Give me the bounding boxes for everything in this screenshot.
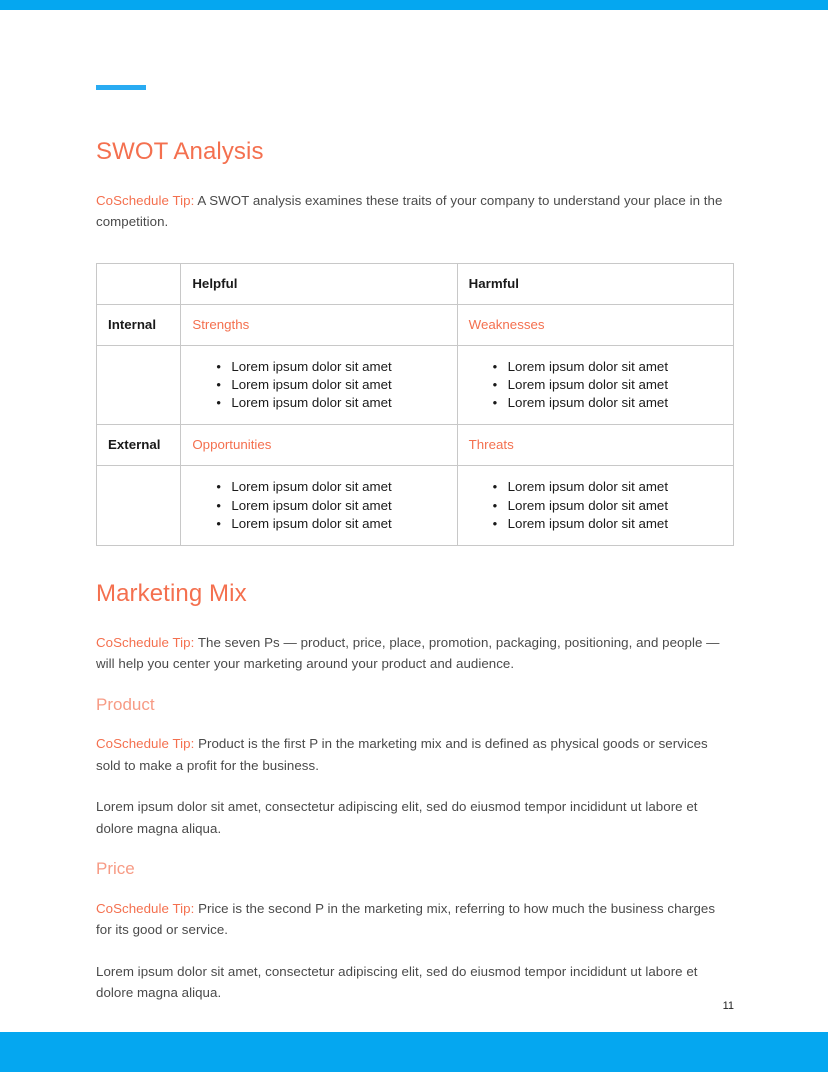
table-cell-header-helpful	[181, 263, 457, 304]
list-item: • Lorem ipsum dolor sit amet	[508, 478, 733, 496]
list-item: • Lorem ipsum dolor sit amet	[231, 497, 456, 515]
table-cell-quadrant-opportunities	[181, 425, 457, 466]
subsection-title-product: Product	[96, 694, 155, 714]
table-cell-axis-blank-internal	[97, 345, 181, 425]
list-item: • Lorem ipsum dolor sit amet	[508, 376, 733, 394]
table-cell-axis-external	[97, 425, 181, 466]
table-row-header	[97, 263, 734, 304]
tip-text: Price is the second P in the marketing mix, referring to how much the business charges for its good or service.	[96, 900, 716, 938]
table-row-external-items	[97, 466, 734, 546]
table-row-external-labels	[97, 425, 734, 466]
accent-dash-mark	[96, 85, 146, 90]
table-cell-axis-blank-external	[97, 466, 181, 546]
quadrant-label-opportunities: Opportunities	[192, 437, 272, 453]
list-threats	[458, 466, 733, 545]
list-item: • Lorem ipsum dolor sit amet	[508, 394, 733, 412]
list-item: • Lorem ipsum dolor sit amet	[231, 358, 456, 376]
list-item: • Lorem ipsum dolor sit amet	[231, 394, 456, 412]
table-cell-items-threats	[457, 466, 733, 546]
list-item: • Lorem ipsum dolor sit amet	[231, 515, 456, 533]
table-cell-quadrant-threats	[457, 425, 733, 466]
tip-label: CoSchedule Tip:	[96, 900, 195, 916]
product-tip-paragraph	[96, 733, 734, 776]
table-cell-axis-internal	[97, 304, 181, 345]
list-item: • Lorem ipsum dolor sit amet	[508, 358, 733, 376]
list-item: • Lorem ipsum dolor sit amet	[231, 376, 456, 394]
quadrant-label-weaknesses: Weaknesses	[468, 316, 545, 332]
tip-text: A SWOT analysis examines these traits of your company to understand your place in the competition.	[96, 192, 723, 230]
swot-tip-paragraph	[96, 190, 734, 233]
swot-table	[96, 263, 734, 547]
bottom-accent-bar	[0, 1032, 828, 1072]
price-body-paragraph: Lorem ipsum dolor sit amet, consectetur adipiscing elit, sed do eiusmod tempor incididunt ut labore et dolore magna aliqua.	[96, 963, 698, 1001]
table-row-internal-labels	[97, 304, 734, 345]
table-cell-items-strengths	[181, 345, 457, 425]
table-cell-quadrant-weaknesses	[457, 304, 733, 345]
tip-text: The seven Ps — product, price, place, promotion, packaging, positioning, and people — will help you center your marketing around your product and audience.	[96, 634, 720, 672]
document-page	[0, 10, 828, 1024]
table-row-internal-items	[97, 345, 734, 425]
quadrant-label-strengths: Strengths	[192, 316, 250, 332]
page-number: 11	[722, 1000, 734, 1012]
list-opportunities	[181, 466, 456, 545]
page-content	[96, 10, 734, 1004]
subsection-title-price: Price	[96, 859, 135, 879]
table-cell-items-opportunities	[181, 466, 457, 546]
table-cell-quadrant-strengths	[181, 304, 457, 345]
marketing-mix-tip-paragraph	[96, 632, 734, 675]
price-tip-paragraph	[96, 898, 734, 941]
column-header-harmful: Harmful	[468, 275, 519, 291]
table-cell-corner	[97, 263, 181, 304]
list-item: • Lorem ipsum dolor sit amet	[231, 478, 456, 496]
column-header-helpful: Helpful	[192, 275, 238, 291]
list-item: • Lorem ipsum dolor sit amet	[508, 497, 733, 515]
product-body-paragraph: Lorem ipsum dolor sit amet, consectetur adipiscing elit, sed do eiusmod tempor incididunt ut labore et dolore magna aliqua.	[96, 799, 698, 836]
list-item: • Lorem ipsum dolor sit amet	[508, 515, 733, 533]
table-cell-items-weaknesses	[457, 345, 733, 425]
quadrant-label-threats: Threats	[468, 437, 514, 453]
page-title-marketing-mix: Marketing Mix	[96, 580, 247, 608]
corner-label	[97, 264, 180, 304]
list-strengths	[181, 346, 456, 425]
top-accent-bar	[0, 0, 828, 10]
table-cell-header-harmful	[457, 263, 733, 304]
row-header-external: External	[108, 437, 161, 453]
list-weaknesses	[458, 346, 733, 425]
tip-label: CoSchedule Tip:	[96, 192, 195, 208]
row-header-internal: Internal	[108, 316, 157, 332]
tip-label: CoSchedule Tip:	[96, 736, 195, 752]
tip-text: Product is the first P in the marketing mix and is defined as physical goods or services sold to make a profit for the business.	[96, 736, 708, 773]
page-title-swot: SWOT Analysis	[96, 138, 264, 165]
tip-label: CoSchedule Tip:	[96, 634, 195, 650]
